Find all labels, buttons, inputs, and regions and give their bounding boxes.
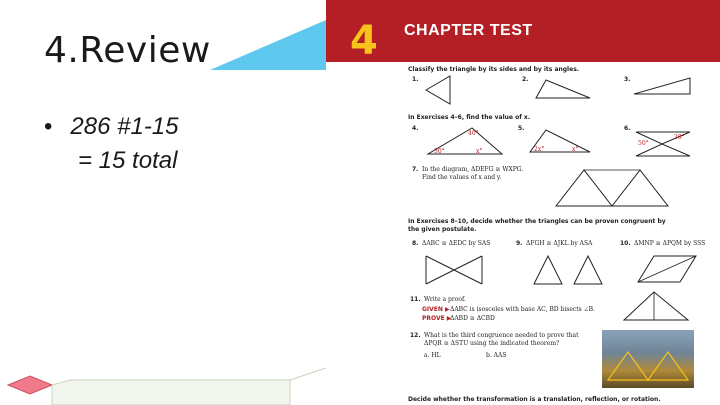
q12-line1: What is the third congruence needed to prove that: [424, 332, 579, 339]
chapter-title: CHAPTER TEST: [404, 22, 533, 39]
q12-line2: ΔPQR ≅ ΔSTU using the indicated theorem?: [424, 340, 560, 347]
q1-number: 1.: [412, 76, 419, 83]
q3-triangle-figure: [632, 76, 694, 98]
given-label: GIVEN ▶: [422, 306, 450, 313]
classify-instruction: Classify the triangle by its sides and by its angles.: [408, 66, 580, 73]
q7-figure: [554, 166, 674, 212]
q11-figure: [622, 290, 692, 324]
given-text: ΔABC is isosceles with base AC, BD bisects ∠B.: [450, 306, 595, 313]
bridge-photo: [602, 330, 694, 388]
q8-text: ΔABC ≅ ΔEDC by SAS: [422, 240, 491, 247]
bullet-line1: 286 #1-15: [70, 113, 179, 140]
chapter-number: 4: [350, 18, 378, 64]
q8-figure: [424, 252, 488, 288]
q6-angle-b: 50°: [638, 140, 649, 147]
q10-figure: [632, 252, 702, 288]
q3-number: 3.: [624, 76, 631, 83]
prove-text: ΔABD ≅ ΔCBD: [450, 315, 495, 322]
q12-number: 12.: [410, 332, 421, 339]
light-band-shape: [52, 380, 290, 405]
q10-number: 10.: [620, 240, 631, 247]
textbook-page-image: [326, 0, 720, 405]
q6-number: 6.: [624, 125, 631, 132]
q10-text: ΔMNP ≅ ΔPQM by SSS: [634, 240, 706, 247]
q5-number: 5.: [518, 125, 525, 132]
exercises-4-6-instruction: In Exercises 4–6, find the value of x.: [408, 114, 531, 121]
q4-angle-c: x°: [476, 148, 483, 155]
q12-option-a: a. HL: [424, 352, 441, 359]
bottom-instruction: Decide whether the transformation is a translation, reflection, or rotation.: [408, 396, 661, 403]
q6-angle-a: 30°: [674, 134, 685, 141]
bullet-item: [44, 110, 179, 178]
q5-angle-b: x°: [572, 146, 579, 153]
q4-angle-a: 40°: [468, 130, 479, 137]
q2-triangle-figure: [534, 78, 594, 102]
exercises-8-10-line1: In Exercises 8–10, decide whether the triangles can be proven congruent by: [408, 218, 666, 225]
q12-option-b: b. AAS: [486, 352, 507, 359]
q7-number: 7.: [412, 166, 419, 173]
slide-title: 4.Review: [44, 30, 211, 71]
bridge-truss-figure: [602, 330, 694, 388]
bullet-dot: •: [44, 113, 53, 140]
q9-figure: [530, 252, 610, 288]
q1-triangle-figure: [422, 74, 462, 106]
q7-line2: Find the values of x and y.: [422, 174, 502, 181]
red-diamond-shape: [8, 376, 52, 394]
q4-number: 4.: [412, 125, 419, 132]
q11-number: 11.: [410, 296, 421, 303]
q9-number: 9.: [516, 240, 523, 247]
exercises-8-10-line2: the given postulate.: [408, 226, 477, 233]
q11-text: Write a proof.: [424, 296, 466, 303]
blue-accent-shape: [210, 20, 326, 70]
bullet-line2: = 15 total: [78, 147, 178, 174]
q4-angle-b: 30°: [434, 148, 445, 155]
q8-number: 8.: [412, 240, 419, 247]
q5-angle-a: 2x°: [534, 146, 545, 153]
q2-number: 2.: [522, 76, 529, 83]
prove-label: PROVE ▶: [422, 315, 452, 322]
q9-text: ΔFGH ≅ ΔJKL by ASA: [526, 240, 593, 247]
q7-line1: In the diagram, ΔDEFG ≅ WXPG.: [422, 166, 524, 173]
